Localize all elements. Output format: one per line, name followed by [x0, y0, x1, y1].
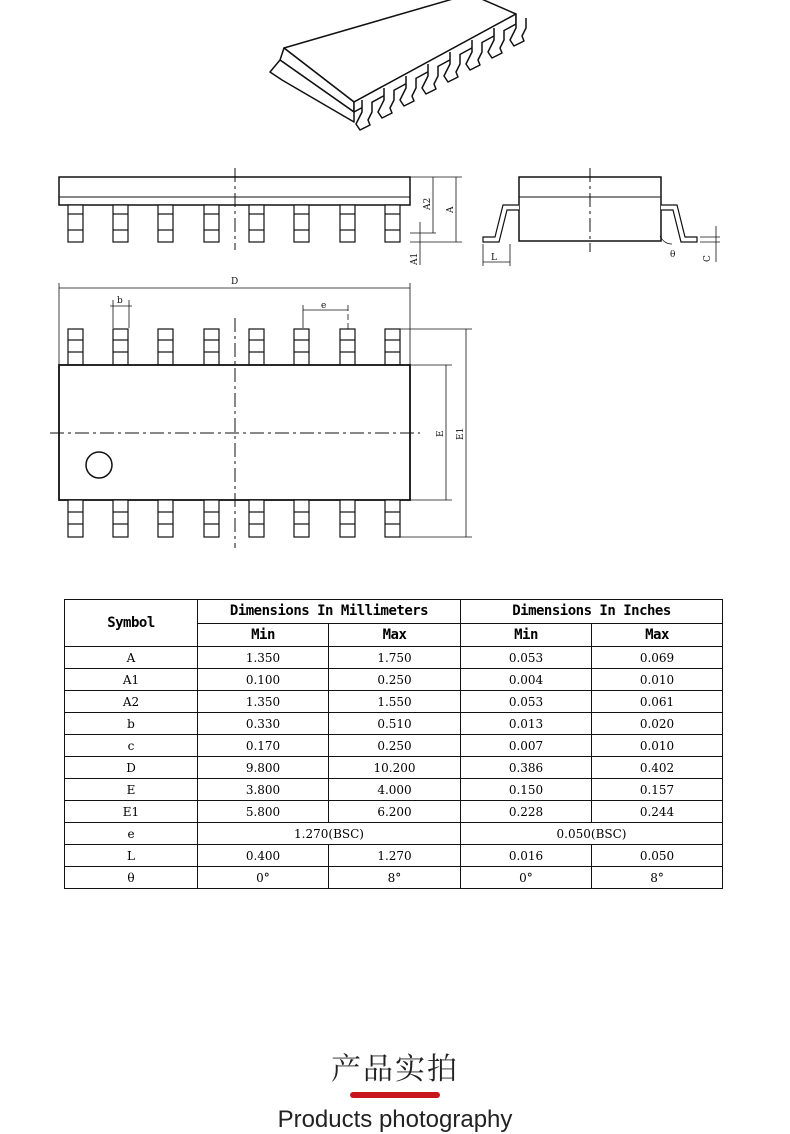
in-max-cell: 0.010	[592, 735, 723, 757]
mm-min-cell: 5.800	[198, 801, 329, 823]
mm-max-cell: 1.550	[329, 691, 461, 713]
symbol-cell: A	[65, 647, 198, 669]
in-min-cell: 0°	[461, 867, 592, 889]
mm-max-cell: 8°	[329, 867, 461, 889]
in-min-cell: 0.228	[461, 801, 592, 823]
in-min-cell: 0.016	[461, 845, 592, 867]
in-min-cell: 0.007	[461, 735, 592, 757]
mm-min-cell: 0.400	[198, 845, 329, 867]
table-header-row	[65, 600, 723, 624]
mm-max-header: Max	[329, 623, 461, 647]
mm-min-cell: 9.800	[198, 757, 329, 779]
mm-min-header: Min	[198, 623, 329, 647]
in-min-cell: 0.053	[461, 691, 592, 713]
dim-label-e-body: E	[436, 430, 446, 437]
in-max-cell: 0.402	[592, 757, 723, 779]
table-row	[65, 801, 723, 823]
dim-label-e-pitch: e	[321, 301, 327, 311]
table-row	[65, 647, 723, 669]
symbol-cell: E1	[65, 801, 198, 823]
dim-label-c: C	[703, 255, 713, 262]
in-max-cell: 0.157	[592, 779, 723, 801]
mm-min-cell: 0.170	[198, 735, 329, 757]
dim-label-b: b	[117, 296, 123, 306]
mm-max-cell: 0.510	[329, 713, 461, 735]
in-max-cell: 0.050	[592, 845, 723, 867]
in-max-cell: 8°	[592, 867, 723, 889]
mm-min-cell: 1.350	[198, 647, 329, 669]
table-row	[65, 713, 723, 735]
mm-max-cell: 4.000	[329, 779, 461, 801]
table-row	[65, 867, 723, 889]
in-bsc-cell: 0.050(BSC)	[461, 823, 723, 845]
mm-max-cell: 0.250	[329, 669, 461, 691]
symbol-cell: D	[65, 757, 198, 779]
mm-min-cell: 3.800	[198, 779, 329, 801]
dim-label-theta: θ	[670, 250, 676, 260]
dim-label-e1: E1	[456, 427, 466, 440]
package-top-view	[50, 283, 472, 548]
in-min-cell: 0.150	[461, 779, 592, 801]
dimensions-table	[64, 599, 723, 889]
symbol-cell: θ	[65, 867, 198, 889]
dim-label-a2: A2	[423, 197, 433, 210]
symbol-cell: c	[65, 735, 198, 757]
symbol-cell: A2	[65, 691, 198, 713]
table-row	[65, 757, 723, 779]
in-min-cell: 0.004	[461, 669, 592, 691]
mm-max-cell: 1.270	[329, 845, 461, 867]
mm-min-cell: 0.330	[198, 713, 329, 735]
section-title-underline	[350, 1092, 440, 1098]
mm-max-cell: 6.200	[329, 801, 461, 823]
table-row	[65, 691, 723, 713]
symbol-cell: b	[65, 713, 198, 735]
mm-bsc-cell: 1.270(BSC)	[198, 823, 461, 845]
section-title-en: Products photography	[277, 1106, 513, 1133]
symbol-cell: E	[65, 779, 198, 801]
package-side-view	[59, 168, 462, 265]
in-min-header: Min	[461, 623, 592, 647]
mm-max-cell: 0.250	[329, 735, 461, 757]
mm-min-cell: 1.350	[198, 691, 329, 713]
in-min-cell: 0.053	[461, 647, 592, 669]
package-end-view	[483, 168, 720, 266]
dim-label-a1: A1	[410, 252, 420, 265]
table-row	[65, 823, 723, 845]
section-title-cn: 产品实拍	[331, 1052, 459, 1087]
in-max-header: Max	[592, 623, 723, 647]
in-max-cell: 0.061	[592, 691, 723, 713]
table-row	[65, 735, 723, 757]
package-3d-view	[270, 0, 526, 130]
symbol-cell: e	[65, 823, 198, 845]
mm-max-cell: 10.200	[329, 757, 461, 779]
in-min-cell: 0.013	[461, 713, 592, 735]
table-row	[65, 779, 723, 801]
dim-label-d: D	[231, 277, 239, 287]
dim-label-l: L	[491, 253, 497, 263]
dim-label-a: A	[446, 206, 456, 213]
mm-min-cell: 0°	[198, 867, 329, 889]
symbol-cell: A1	[65, 669, 198, 691]
symbol-cell: L	[65, 845, 198, 867]
in-max-cell: 0.244	[592, 801, 723, 823]
mm-header: Dimensions In Millimeters	[198, 600, 461, 624]
symbol-header: Symbol	[65, 600, 198, 647]
in-max-cell: 0.020	[592, 713, 723, 735]
mm-max-cell: 1.750	[329, 647, 461, 669]
in-max-cell: 0.010	[592, 669, 723, 691]
table-row	[65, 669, 723, 691]
in-min-cell: 0.386	[461, 757, 592, 779]
in-max-cell: 0.069	[592, 647, 723, 669]
mm-min-cell: 0.100	[198, 669, 329, 691]
inches-header: Dimensions In Inches	[461, 600, 723, 624]
table-row	[65, 845, 723, 867]
